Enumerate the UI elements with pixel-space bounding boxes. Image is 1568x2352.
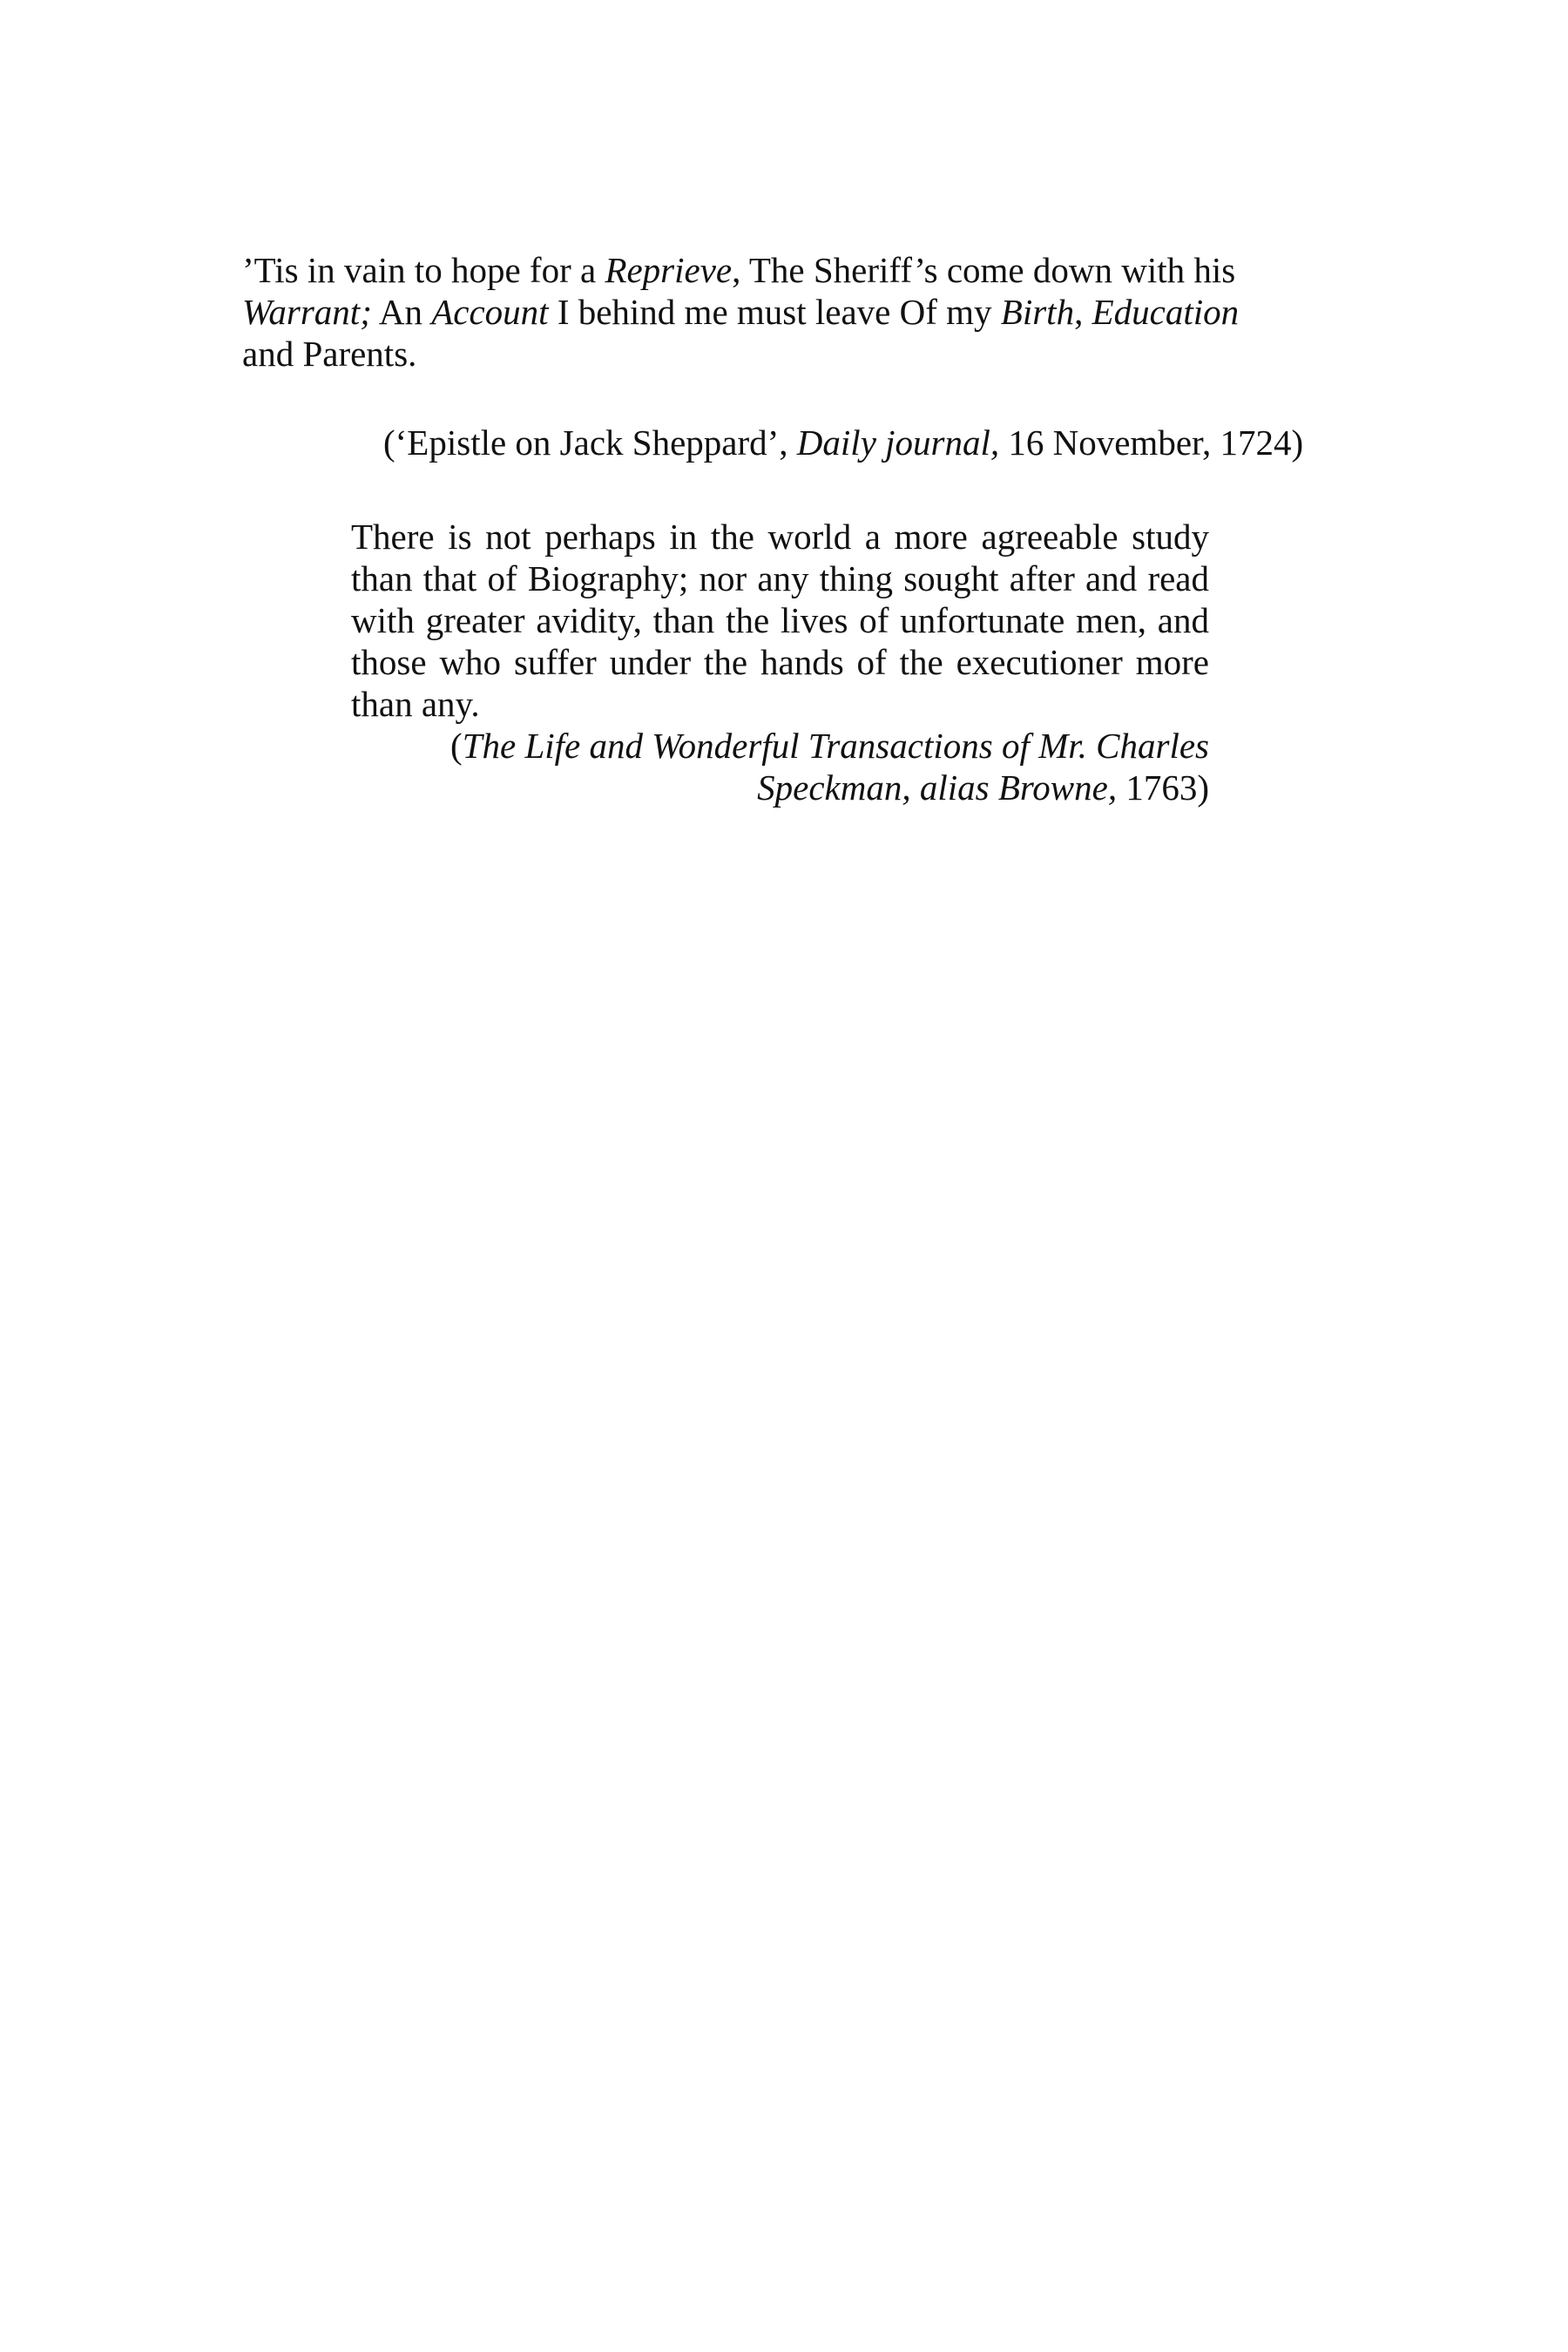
attribution-italic-text: Speckman, alias Browne, — [757, 767, 1118, 808]
prose-attribution — [351, 725, 1209, 808]
attribution-italic-text: The Life and Wonderful Transactions of Mr. Charles — [462, 726, 1209, 766]
verse-text: ’Tis in vain to hope for a — [242, 250, 605, 290]
verse-epigraph — [242, 249, 1331, 375]
prose-line: than any. — [351, 684, 480, 724]
prose-line: with greater avidity, than the lives of unfortunate men, and — [351, 600, 1209, 640]
verse-italic-text: Birth — [1000, 292, 1075, 332]
verse-line-1 — [242, 249, 1331, 291]
attribution-text: 16 November, 1724) — [999, 422, 1304, 463]
verse-italic-text: Warrant; — [242, 292, 372, 332]
verse-text: , The Sheriff’s come down with his — [732, 250, 1236, 290]
verse-line-3: and Parents. — [242, 334, 417, 374]
verse-italic-text: Account — [431, 292, 549, 332]
verse-text: An — [371, 292, 432, 332]
prose-line: than that of Biography; nor any thing sought after and read — [351, 558, 1209, 598]
verse-text: I behind me must leave Of my — [548, 292, 1001, 332]
verse-text: , — [1074, 292, 1092, 332]
attribution-text: (‘Epistle on Jack Sheppard’, — [383, 422, 797, 463]
prose-attribution-line-1 — [351, 725, 1209, 767]
prose-line: There is not perhaps in the world a more agreeable study — [351, 517, 1209, 557]
prose-epigraph — [351, 516, 1209, 725]
attribution-text: ( — [450, 726, 463, 766]
prose-attribution-line-2 — [351, 767, 1209, 808]
verse-attribution — [383, 422, 1342, 463]
verse-line-2 — [242, 291, 1331, 333]
attribution-text: 1763) — [1117, 767, 1209, 808]
verse-italic-text: Reprieve — [605, 250, 733, 290]
verse-italic-text: Education — [1092, 292, 1240, 332]
attribution-italic-text: Daily journal, — [796, 422, 1000, 463]
prose-line: those who suffer under the hands of the executioner more — [351, 642, 1209, 682]
